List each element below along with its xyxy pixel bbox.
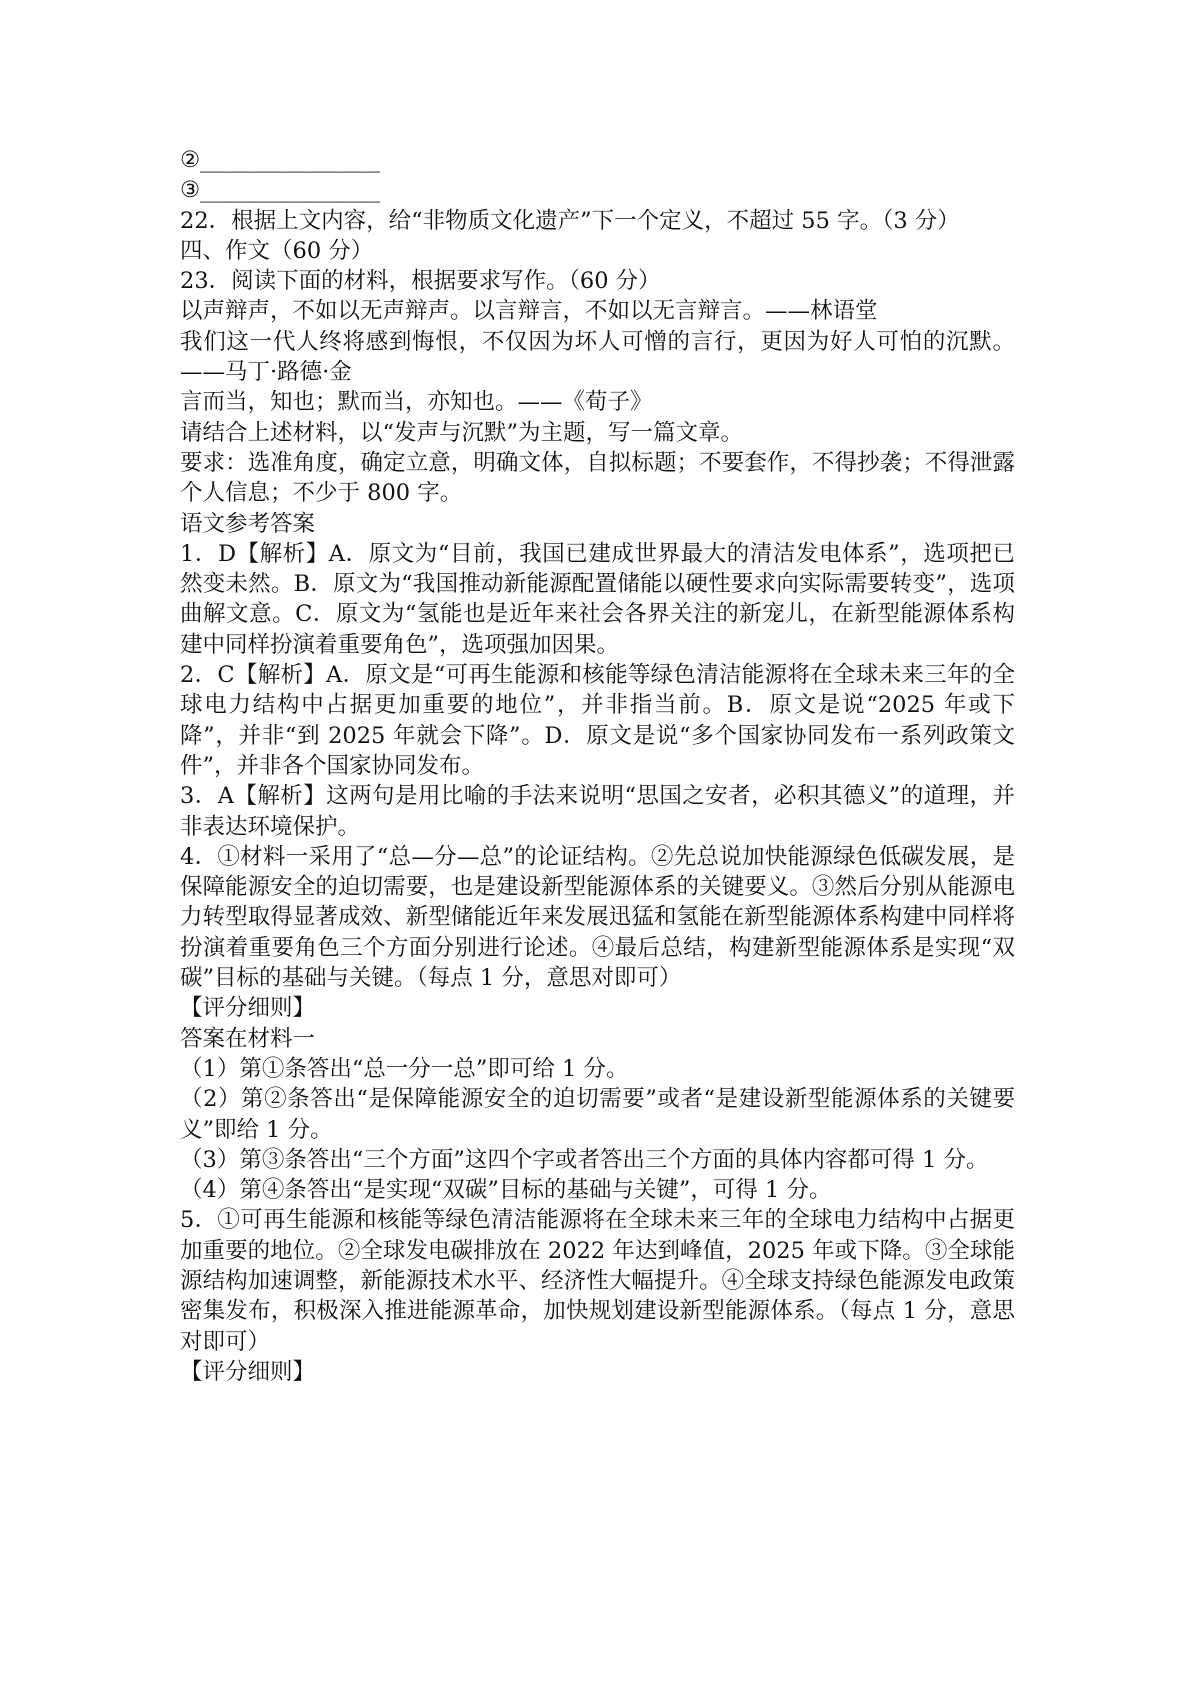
question-22: 22．根据上文内容，给“非物质文化遗产”下一个定义，不超过 55 字。（3 分） [180, 207, 960, 234]
answer-3: 3．A【解析】这两句是用比喻的手法来说明“思国之安者，必积其德义”的道理，并非表达环境保护。 [180, 783, 1015, 840]
scoring-rule-3: （3）第③条答出“三个方面”这四个字或者答出三个方面的具体内容都可得 1 分。 [180, 1146, 989, 1173]
scoring-heading-2: 【评分细则】 [180, 1358, 316, 1385]
answer-2: 2．C【解析】A．原文是“可再生能源和核能等绿色清洁能源将在全球未来三年的全球电力结构中占据更加重要的地位”，并非指当前。B．原文是说“2025 年或下降”，并非“到 2025 年就会下降”。D．原文是说“多个国家协同发布一系列政策文件”，并非各个国家协同发布。 [180, 662, 1015, 779]
scoring-rule-1: （1）第①条答出“总一分一总”即可给 1 分。 [180, 1055, 629, 1082]
answer-4: 4．①材料一采用了“总—分—总”的论证结构。②先总说加快能源绿色低碳发展，是保障能源安全的迫切需要，也是建设新型能源体系的关键要义。③然后分别从能源电力转型取得显著成效、新型储能近年来发展迅猛和氢能在新型能源体系构建中同样将扮演着重要角色三个方面分别进行论述。④最后总结，构建新型能源体系是实现“双碳”目标的基础与关键。（每点 1 分，意思对即可） [180, 843, 1015, 992]
scoring-heading: 【评分细则】 [180, 995, 316, 1022]
scoring-rule-2: （2）第②条答出“是保障能源安全的迫切需要”或者“是建设新型能源体系的关键要义”即给 1 分。 [180, 1086, 1015, 1143]
answers-title: 语文参考答案 [180, 510, 316, 537]
answer-1: 1．D【解析】A．原文为“目前，我国已建成世界最大的清洁发电体系”，选项把已然变未然。B．原文为“我国推动新能源配置储能以硬性要求向实际需要转变”，选项曲解文意。C．原文为“氢能也是近年来社会各界关注的新宠儿，在新型能源体系构建中同样扮演着重要角色”，选项强加因果。 [180, 540, 1015, 658]
quote-xunzi: 言而当，知也；默而当，亦知也。——《荀子》 [180, 389, 653, 416]
question-23: 23．阅读下面的材料，根据要求写作。（60 分） [180, 268, 661, 295]
blank-line-2: ②________________ [180, 147, 381, 173]
quote-mlk: 我们这一代人终将感到悔恨，不仅因为坏人可憎的言行，更因为好人可怕的沉默。——马丁·路德·金 [180, 328, 1015, 386]
quote-lin-yutang: 以声辩声，不如以无声辩声。以言辩言，不如以无言辩言。——林语堂 [180, 298, 878, 325]
writing-prompt: 请结合上述材料，以“发声与沉默”为主题，写一篇文章。 [180, 419, 744, 446]
writing-requirements: 要求：选准角度，确定立意，明确文体，自拟标题；不要套作，不得抄袭；不得泄露个人信息；不少于 800 字。 [180, 449, 1015, 507]
section-heading-composition: 四、作文（60 分） [180, 237, 374, 264]
answer-5: 5．①可再生能源和核能等绿色清洁能源将在全球未来三年的全球电力结构中占据更加重要的地位。②全球发电碳排放在 2022 年达到峰值，2025 年或下降。③全球能源结构加速调整，新能源技术水平、经济性大幅提升。④全球支持绿色能源发电政策密集发布，积极深入推进能源革命，加快规划建设新型能源体系。（每点 1 分，意思对即可） [180, 1207, 1015, 1355]
scoring-rule-4: （4）第④条答出“是实现“双碳”目标的基础与关键”，可得 1 分。 [180, 1177, 832, 1204]
document-page [180, 145, 1015, 1387]
blank-line-3: ③________________ [180, 177, 381, 204]
scoring-subheading: 答案在材料一 [180, 1025, 316, 1052]
